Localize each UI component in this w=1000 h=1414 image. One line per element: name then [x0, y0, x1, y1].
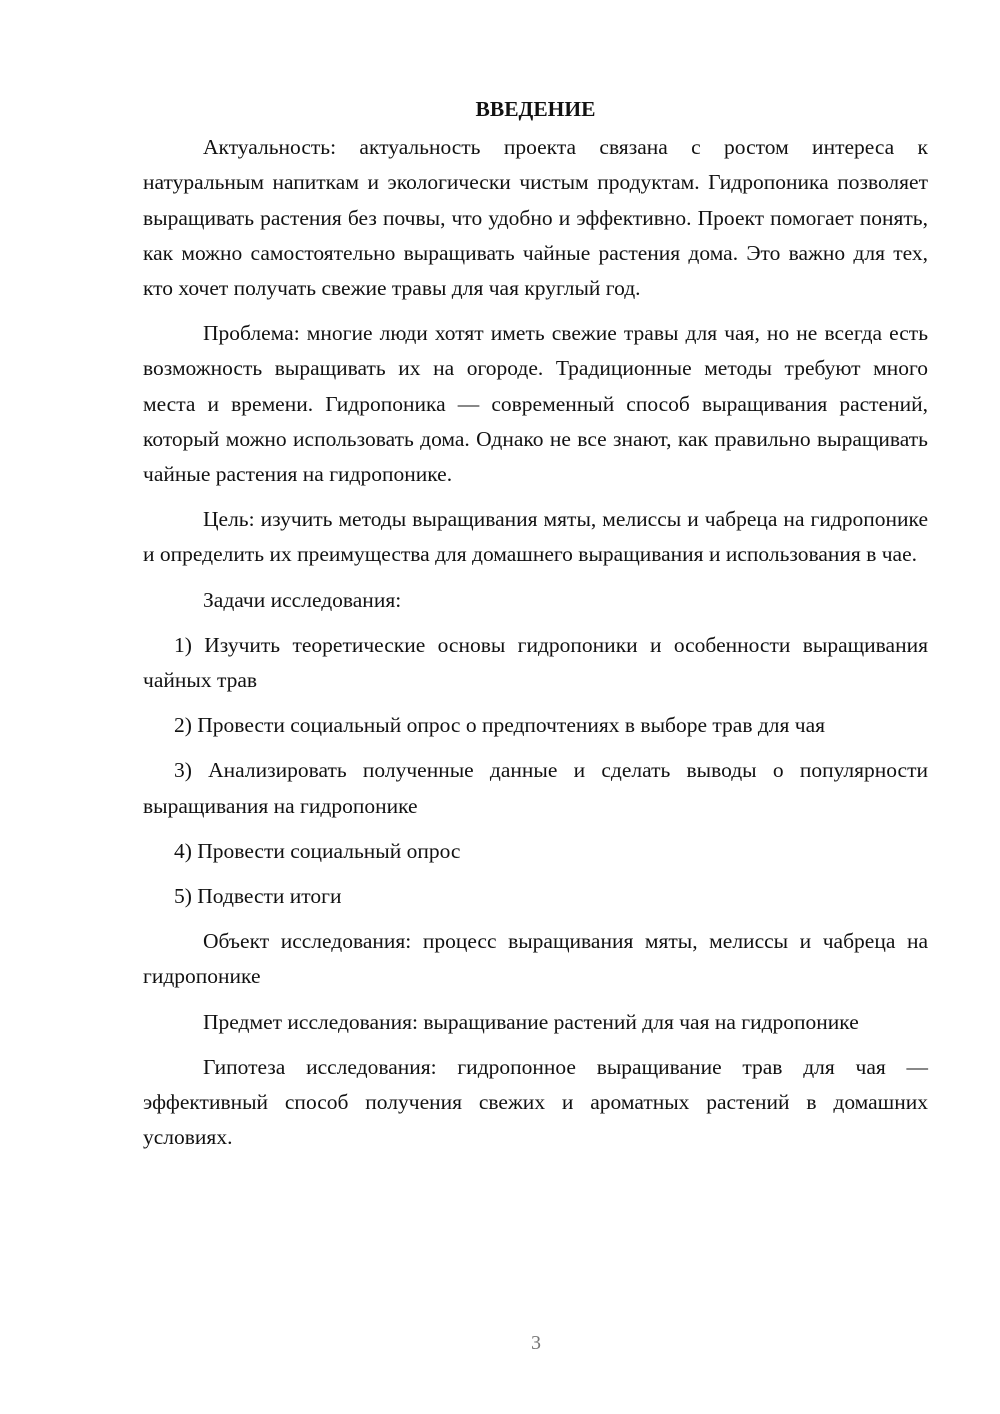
- tasks-heading: Задачи исследования:: [203, 587, 402, 612]
- task-item-4: 4) Провести социальный опрос: [174, 838, 461, 863]
- object-paragraph: Объект исследования: процесс выращивания мяты, мелиссы и чабреца на гидропонике: [143, 929, 928, 989]
- goal-paragraph: Цель: изучить методы выращивания мяты, мелиссы и чабреца на гидропонике и определить их преимущества для домашнего выращивания и использования в чае.: [143, 507, 928, 567]
- page-content: [143, 92, 928, 1165]
- section-title: ВВЕДЕНИЕ: [475, 97, 596, 121]
- subject-paragraph: Предмет исследования: выращивание растений для чая на гидропонике: [203, 1009, 859, 1034]
- task-item-1: 1) Изучить теоретические основы гидропоники и особенности выращивания чайных трав: [143, 632, 928, 693]
- hypothesis-paragraph: Гипотеза исследования: гидропонное выращивание трав для чая — эффективный способ получения свежих и ароматных растений в домашних условиях.: [143, 1054, 928, 1150]
- task-item-3: 3) Анализировать полученные данные и сделать выводы о популярности выращивания на гидропонике: [143, 758, 928, 818]
- page-number: 3: [531, 1332, 541, 1354]
- problem-paragraph: Проблема: многие люди хотят иметь свежие травы для чая, но не всегда есть возможность выращивать их на огороде. Традиционные методы требуют много места и времени. Гидропоника — современный способ выращивания растений, который можно использовать дома. Однако не все знают, как правильно выращивать чайные растения на гидропонике.: [143, 321, 928, 487]
- relevance-paragraph: Актуальность: актуальность проекта связана с ростом интереса к натуральным напиткам и экологически чистым продуктам. Гидропоника позволяет выращивать растения без почвы, что удобно и эффективно. Проект помогает понять, как можно самостоятельно выращивать чайные растения дома. Это важно для тех, кто хочет получать свежие травы для чая круглый год.: [143, 135, 928, 301]
- task-item-2: 2) Провести социальный опрос о предпочтениях в выборе трав для чая: [174, 713, 826, 738]
- task-item-5: 5) Подвести итоги: [174, 884, 342, 909]
